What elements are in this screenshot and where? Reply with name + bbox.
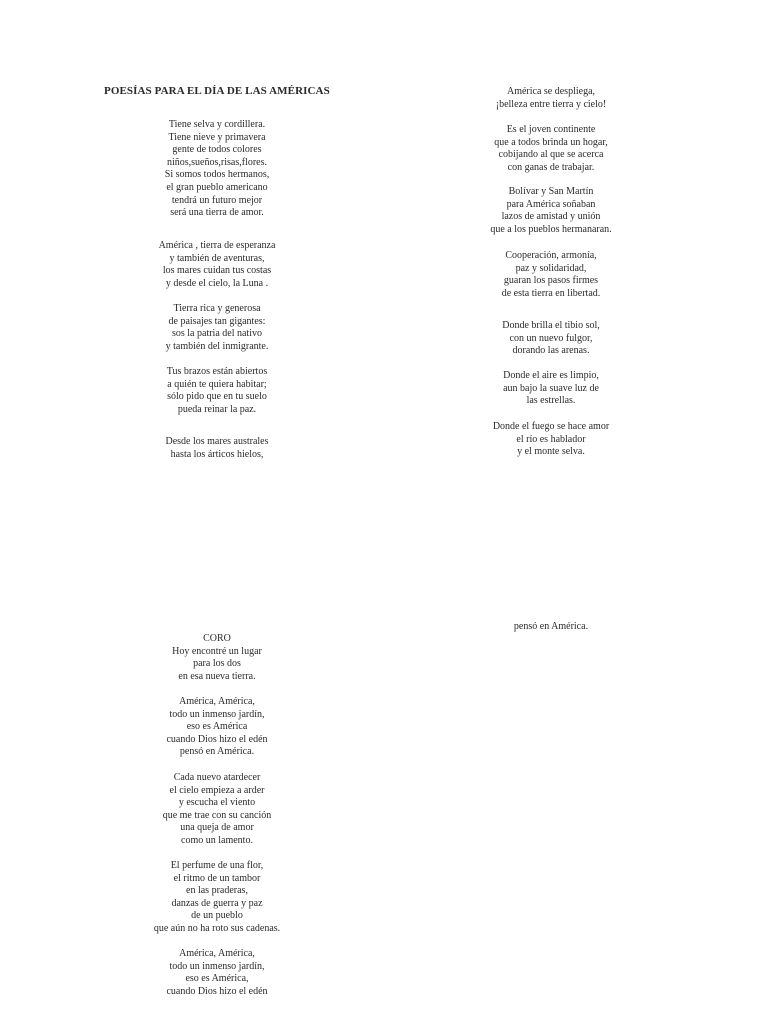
right-bottom-line (451, 621, 651, 634)
left-stanza-3 (117, 303, 317, 353)
bottom-stanza-5 (117, 948, 317, 998)
poem-line: y desde el cielo, la Luna . (165, 277, 269, 289)
poem-line: América se despliega, (506, 86, 596, 97)
right-stanza-3 (451, 186, 651, 236)
left-stanza-5 (117, 436, 317, 461)
poem-line: de un pueblo (191, 910, 243, 922)
right-stanza-5 (451, 320, 651, 358)
poem-line: y también del inmigrante. (165, 340, 269, 352)
poem-line: con un nuevo fulgor, (509, 332, 593, 344)
poem-line: Desde los mares australes (165, 436, 269, 447)
poem-line: el ritmo de un tambor (173, 872, 261, 884)
poem-line: que a los pueblos hermanaran. (490, 223, 612, 235)
poem-line: las estrellas. (526, 395, 576, 407)
poem-line: todo un inmenso jardín, (169, 960, 265, 972)
poem-line: Tierra rica y generosa (173, 303, 261, 314)
poem-line: cuando Dios hizo el edén (166, 733, 268, 745)
poem-line: Cooperación, armonía, (505, 250, 597, 261)
poem-line: de paisajes tan gigantes: (168, 315, 266, 327)
right-stanza-2 (451, 124, 651, 174)
poem-line: América , tierra de esperanza (158, 240, 276, 251)
poem-line: de esta tierra en libertad. (501, 287, 601, 299)
poem-line: niños,sueños,risas,flores. (167, 156, 267, 168)
poem-line: ¡belleza entre tierra y cielo! (495, 98, 607, 110)
bottom-stanza-4 (117, 860, 317, 936)
poem-line: una queja de amor (180, 822, 254, 834)
poem-line: que aún no ha roto sus cadenas. (153, 922, 281, 934)
poem-line: y escucha el viento (178, 797, 256, 809)
poem-line: sólo pido que en tu suelo (167, 391, 267, 403)
poem-line: Tus brazos están abiertos (166, 366, 268, 377)
poem-line: Es el joven continente (506, 124, 596, 135)
right-stanza-1 (451, 86, 651, 111)
left-stanza-2 (117, 240, 317, 290)
poem-line: todo un inmenso jardín, (169, 708, 265, 720)
poem-line: los mares cuidan tus costas (162, 265, 272, 277)
poem-line: pueda reinar la paz. (177, 403, 257, 415)
poem-line: Donde el fuego se hace amor (492, 421, 610, 432)
poem-line: Si somos todos hermanos, (164, 169, 270, 181)
poem-line: será una tierra de amor. (170, 207, 264, 219)
poem-line: para los dos (193, 658, 241, 670)
poem-line: dorando las arenas. (512, 345, 590, 357)
poem-line: gente de todos colores (172, 144, 262, 156)
poem-line: El perfume de una flor, (170, 860, 264, 871)
page-title: POESÍAS PARA EL DÍA DE LAS AMÉRICAS (104, 85, 330, 97)
poem-line: eso es América, (185, 973, 249, 985)
chorus-stanza (117, 633, 317, 683)
poem-line: y también de aventuras, (169, 252, 265, 264)
poem-line: eso es América (186, 721, 248, 733)
poem-line: el cielo empieza a arder (169, 784, 265, 796)
poem-line: en esa nueva tierra. (178, 670, 256, 682)
poem-line: Cada nuevo atardecer (173, 772, 261, 783)
poem-line: Donde brilla el tibio sol, (502, 320, 600, 331)
left-stanza-4 (117, 366, 317, 416)
right-stanza-7 (451, 421, 651, 459)
poem-line: como un lamento. (181, 834, 253, 846)
poem-line: cobijando al que se acerca (498, 149, 604, 161)
right-stanza-6 (451, 370, 651, 408)
poem-line: para América soñaban (506, 198, 596, 210)
poem-line: el río es hablador (516, 433, 586, 445)
poem-line: Tiene selva y cordillera. (168, 119, 266, 130)
poem-line: y el monte selva. (517, 446, 585, 458)
right-stanza-4 (451, 250, 651, 300)
chorus-heading: CORO (203, 633, 231, 644)
poem-line: pensó en América. (179, 746, 255, 758)
poem-line: hasta los árticos hielos, (170, 448, 264, 460)
poem-line: en las praderas, (186, 885, 248, 897)
poem-line: danzas de guerra y paz (171, 897, 263, 909)
poem-line: América, América, (179, 696, 255, 707)
poem-line: lazos de amistad y unión (501, 211, 601, 223)
poem-line: sos la patria del nativo (172, 328, 262, 340)
poem-line: cuando Dios hizo el edén (166, 985, 268, 997)
bottom-stanza-2 (117, 696, 317, 759)
poem-line: guaran los pasos firmes (503, 275, 599, 287)
poem-line: aun bajo la suave luz de (503, 382, 599, 394)
poem-line: Hoy encontré un lugar (172, 645, 262, 657)
bottom-stanza-3 (117, 772, 317, 848)
poem-line: pensó en América. (513, 621, 589, 632)
poem-line: a quién te quiera habitar; (167, 378, 267, 390)
poem-line: el gran pueblo americano (166, 181, 268, 193)
poem-line: que me trae con su canción (162, 809, 272, 821)
poem-line: que a todos brinda un hogar, (494, 136, 608, 148)
poem-line: América, América, (179, 948, 255, 959)
poem-line: paz y solidaridad, (515, 262, 587, 274)
poem-line: Bolívar y San Martín (508, 186, 594, 197)
poem-line: Donde el aire es limpio, (503, 370, 599, 381)
left-stanza-1 (117, 119, 317, 220)
poem-line: Tiene nieve y primavera (168, 131, 266, 143)
poem-line: tendrá un futuro mejor (171, 194, 263, 206)
poem-line: con ganas de trabajar. (507, 161, 595, 173)
